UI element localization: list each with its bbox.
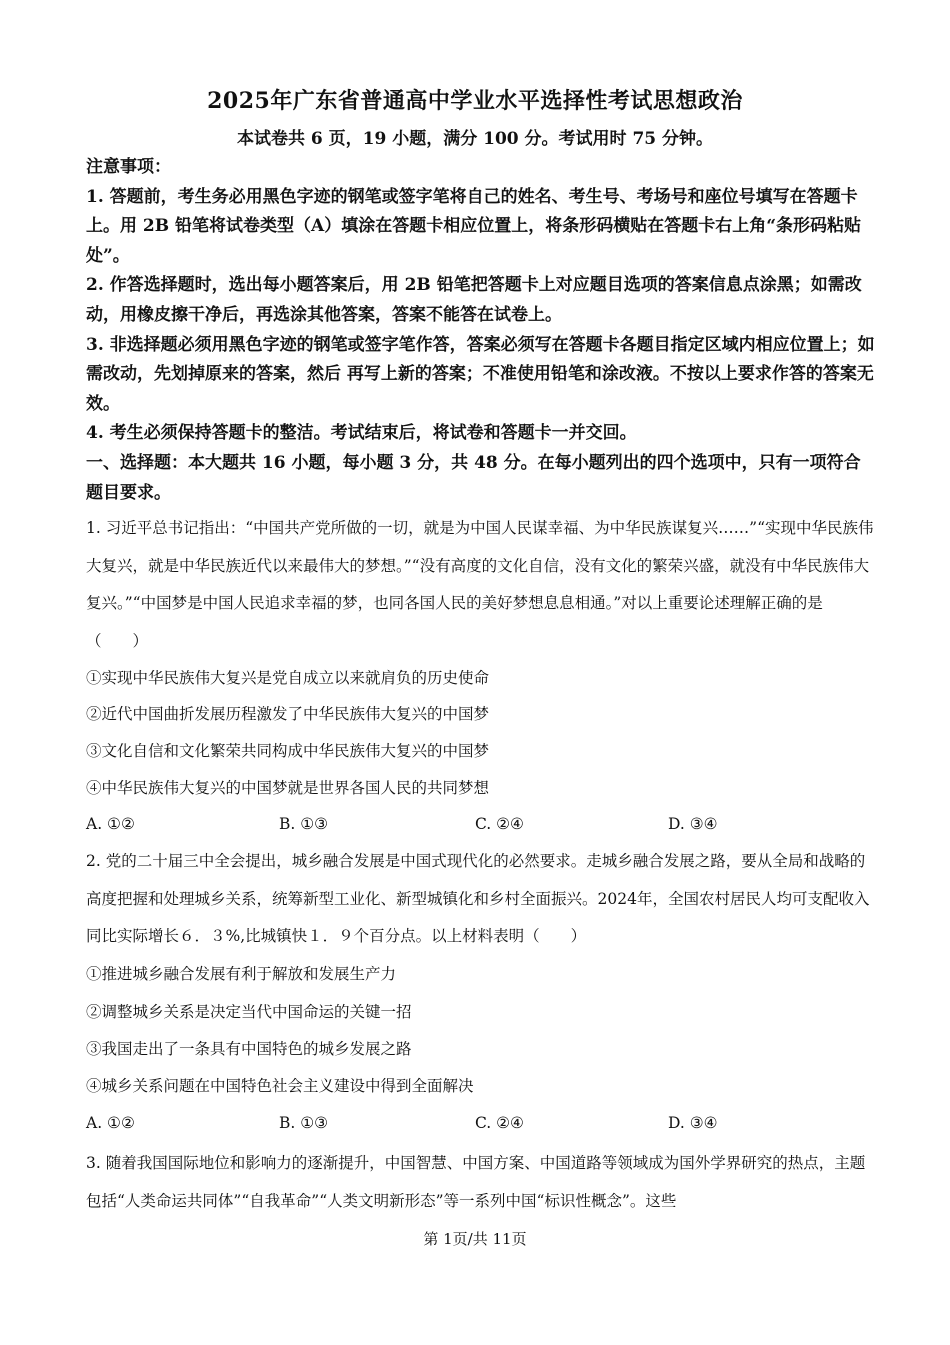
exam-subtitle: 本试卷共 6 页，19 小题，满分 100 分。考试用时 75 分钟。 xyxy=(236,129,714,149)
instruction-item: 2. 作答选择题时，选出每小题答案后，用 2B 铅笔把答题卡上对应题目选项的答案信息点涂黑；如需改动，用橡皮擦干净后，再选涂其他答案，答案不能答在试卷上。 xyxy=(86,275,862,325)
question-2-option: ①推进城乡融合发展有利于解放和发展生产力 xyxy=(86,965,397,983)
instructions-heading: 注意事项： xyxy=(86,157,171,177)
choice-b: B. ①③ xyxy=(279,815,329,833)
exam-title: 2025年广东省普通高中学业水平选择性考试思想政治 xyxy=(207,88,743,114)
question-text: 2. 党的二十届三中全会提出，城乡融合发展是中国式现代化的必然要求。走城乡融合发展之路，要从全局和战略的高度把握和处理城乡关系，统筹新型工业化、新型城镇化和乡村全面振兴。2024年，全国农村居民人均可支配收入同比实际增长６．３%,比城镇快１．９个百分点。以上材料表明（ ） xyxy=(86,852,870,945)
question-1-option: ②近代中国曲折发展历程激发了中华民族伟大复兴的中国梦 xyxy=(86,705,490,723)
question-2-stem xyxy=(86,843,876,956)
page-number: 第 1页/共 11页 xyxy=(423,1230,527,1248)
question-3-stem xyxy=(86,1145,876,1220)
choice-d: D. ③④ xyxy=(668,1114,718,1132)
question-1-stem xyxy=(86,510,876,660)
question-2-option: ③我国走出了一条具有中国特色的城乡发展之路 xyxy=(86,1040,412,1058)
question-1-choices xyxy=(86,815,876,835)
choice-b: B. ①③ xyxy=(279,1114,329,1132)
question-1-option: ③文化自信和文化繁荣共同构成中华民族伟大复兴的中国梦 xyxy=(86,742,490,760)
question-1-option: ④中华民族伟大复兴的中国梦就是世界各国人民的共同梦想 xyxy=(86,779,490,797)
question-2-option: ④城乡关系问题在中国特色社会主义建设中得到全面解决 xyxy=(86,1077,474,1095)
question-text: 3. 随着我国国际地位和影响力的逐渐提升，中国智慧、中国方案、中国道路等领域成为国外学界研究的热点，主题包括“人类命运共同体”“自我革命”“人类文明新形态”等一系列中国“标识性概念”。这些 xyxy=(86,1154,866,1210)
instruction-item: 1. 答题前，考生务必用黑色字迹的钢笔或签字笔将自己的姓名、考生号、考场号和座位号填写在答题卡上。用 2B 铅笔将试卷类型（A）填涂在答题卡相应位置上，将条形码横贴在答题卡右上角“条形码粘贴处”。 xyxy=(86,186,862,266)
instruction-item: 4. 考生必须保持答题卡的整洁。考试结束后，将试卷和答题卡一并交回。 xyxy=(86,423,637,444)
section-heading: 一、选择题：本大题共 16 小题，每小题 3 分，共 48 分。在每小题列出的四个选项中，只有一项符合题目要求。 xyxy=(86,452,861,503)
question-1-option: ①实现中华民族伟大复兴是党自成立以来就肩负的历史使命 xyxy=(86,669,490,687)
question-2-option: ②调整城乡关系是决定当代中国命运的关键一招 xyxy=(86,1003,412,1021)
instructions xyxy=(86,153,876,508)
question-2-choices xyxy=(86,1114,876,1134)
choice-c: C. ②④ xyxy=(475,815,524,833)
choice-a: A. ①② xyxy=(86,815,135,833)
question-text: 1. 习近平总书记指出：“中国共产党所做的一切，就是为中国人民谋幸福、为中华民族谋复兴……”“实现中华民族伟大复兴，就是中华民族近代以来最伟大的梦想。”“没有高度的文化自信，没有文化的繁荣兴盛，就没有中华民族伟大复兴。”“中国梦是中国人民追求幸福的梦，也同各国人民的美好梦想息息相通。”对以上重要论述理解正确的是（ ） xyxy=(86,519,874,650)
instruction-item: 3. 非选择题必须用黑色字迹的钢笔或签字笔作答，答案必须写在答题卡各题目指定区域内相应位置上；如需改动，先划掉原来的答案，然后 再写上新的答案；不准使用铅笔和涂改液。不按以上要求作答的答案无效。 xyxy=(86,334,875,414)
choice-a: A. ①② xyxy=(86,1114,135,1132)
choice-c: C. ②④ xyxy=(475,1114,524,1132)
choice-d: D. ③④ xyxy=(668,815,718,833)
